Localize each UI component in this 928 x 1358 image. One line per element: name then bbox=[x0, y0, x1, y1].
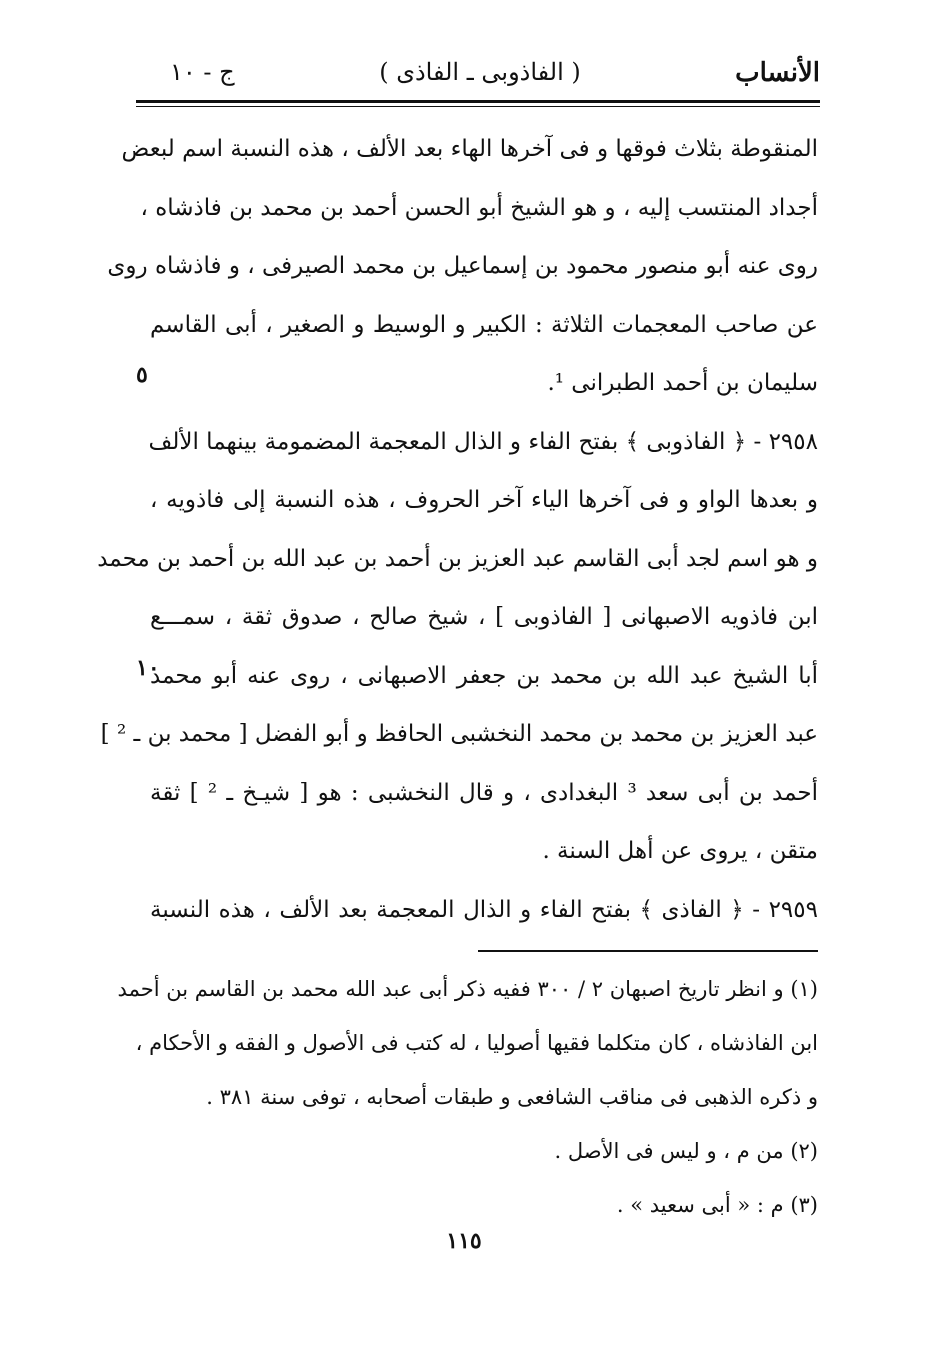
text-line: ابن فاذويه الاصبهانى [ الفاذوبى ] ، شيخ صالح ، صدوق ثقة ، سمـــع bbox=[150, 604, 818, 630]
header-rule bbox=[136, 100, 820, 107]
footnote-line: (٢) من م ، و ليس فى الأصل . bbox=[554, 1139, 818, 1163]
volume-label: ج - ١٠ bbox=[170, 58, 235, 86]
text-line: روى عنه أبو منصور محمود بن إسماعيل بن محمد الصيرفى ، و فاذشاه روى bbox=[107, 253, 818, 279]
entry-line-2958: ٢٩٥٨ - ﴿ الفاذوبى ﴾ بفتح الفاء و الذال المعجمة المضمومة بينهما الألف bbox=[148, 428, 818, 455]
text-line: أجداد المنتسب إليه ، و هو الشيخ أبو الحسن أحمد بن محمد بن فاذشاه ، bbox=[140, 194, 818, 221]
text-line: أحمد بن أبى سعد ³ البغدادى ، و قال النخشبى : هو [ شيـخ ـ ² ] ثقة bbox=[150, 779, 818, 806]
page-number: ١١٥ bbox=[446, 1228, 482, 1254]
text-line: متقن ، يروى عن أهل السنة . bbox=[542, 838, 818, 864]
text-line: عبد العزيز بن محمد بن محمد النخشبى الحافظ و أبو الفضل [ محمد بن ـ ² ] bbox=[100, 721, 818, 747]
running-header bbox=[140, 52, 820, 96]
line-number-10: ١٠ bbox=[136, 655, 160, 681]
text-line: عن صاحب المعجمات الثلاثة : الكبير و الوسيط و الصغير ، أبى القاسم bbox=[150, 311, 818, 338]
text-line: و بعدها الواو و فى آخرها الياء آخر الحروف ، هذه النسبة إلى فاذويه ، bbox=[150, 487, 818, 513]
footnote-line: (٣) م : « أبى سعيد » . bbox=[616, 1193, 818, 1217]
text-line: و هو اسم لجد أبى القاسم عبد العزيز بن أحمد بن عبد الله بن أحمد بن محمد bbox=[97, 545, 818, 572]
footnote-line: (١) و انظر تاريخ اصبهان ٢ / ٣٠٠ ففيه ذكر أبى عبد الله محمد بن القاسم بن أحمد bbox=[117, 977, 818, 1001]
section-title: ( الفاذوبى ـ الفاذى ) bbox=[379, 58, 581, 86]
line-number-5: ٥ bbox=[136, 362, 148, 388]
footnote-line: ابن الفاذشاه ، كان متكلما فقيها أصوليا ، له كتب فى الأصول و الفقه و الأحكام ، bbox=[135, 1031, 818, 1055]
book-title: الأنساب bbox=[735, 58, 820, 88]
text-line: أبا الشيخ عبد الله بن محمد بن جعفر الاصبهانى ، روى عنه أبو محمد bbox=[150, 662, 818, 689]
footnote-rule bbox=[478, 950, 818, 952]
footnote-line: و ذكره الذهبى فى مناقب الشافعى و طبقات أصحابه ، توفى سنة ٣٨١ . bbox=[206, 1085, 818, 1109]
entry-line-2959: ٢٩٥٩ - ﴿ الفاذى ﴾ بفتح الفاء و الذال المعجمة بعد الألف ، هذه النسبة bbox=[150, 896, 818, 923]
text-line: سليمان بن أحمد الطبرانى ¹. bbox=[547, 370, 818, 396]
text-line: المنقوطة بثلاث فوقها و فى آخرها الهاء بعد الألف ، هذه النسبة اسم لبعض bbox=[121, 136, 818, 162]
footnotes bbox=[117, 962, 818, 1232]
